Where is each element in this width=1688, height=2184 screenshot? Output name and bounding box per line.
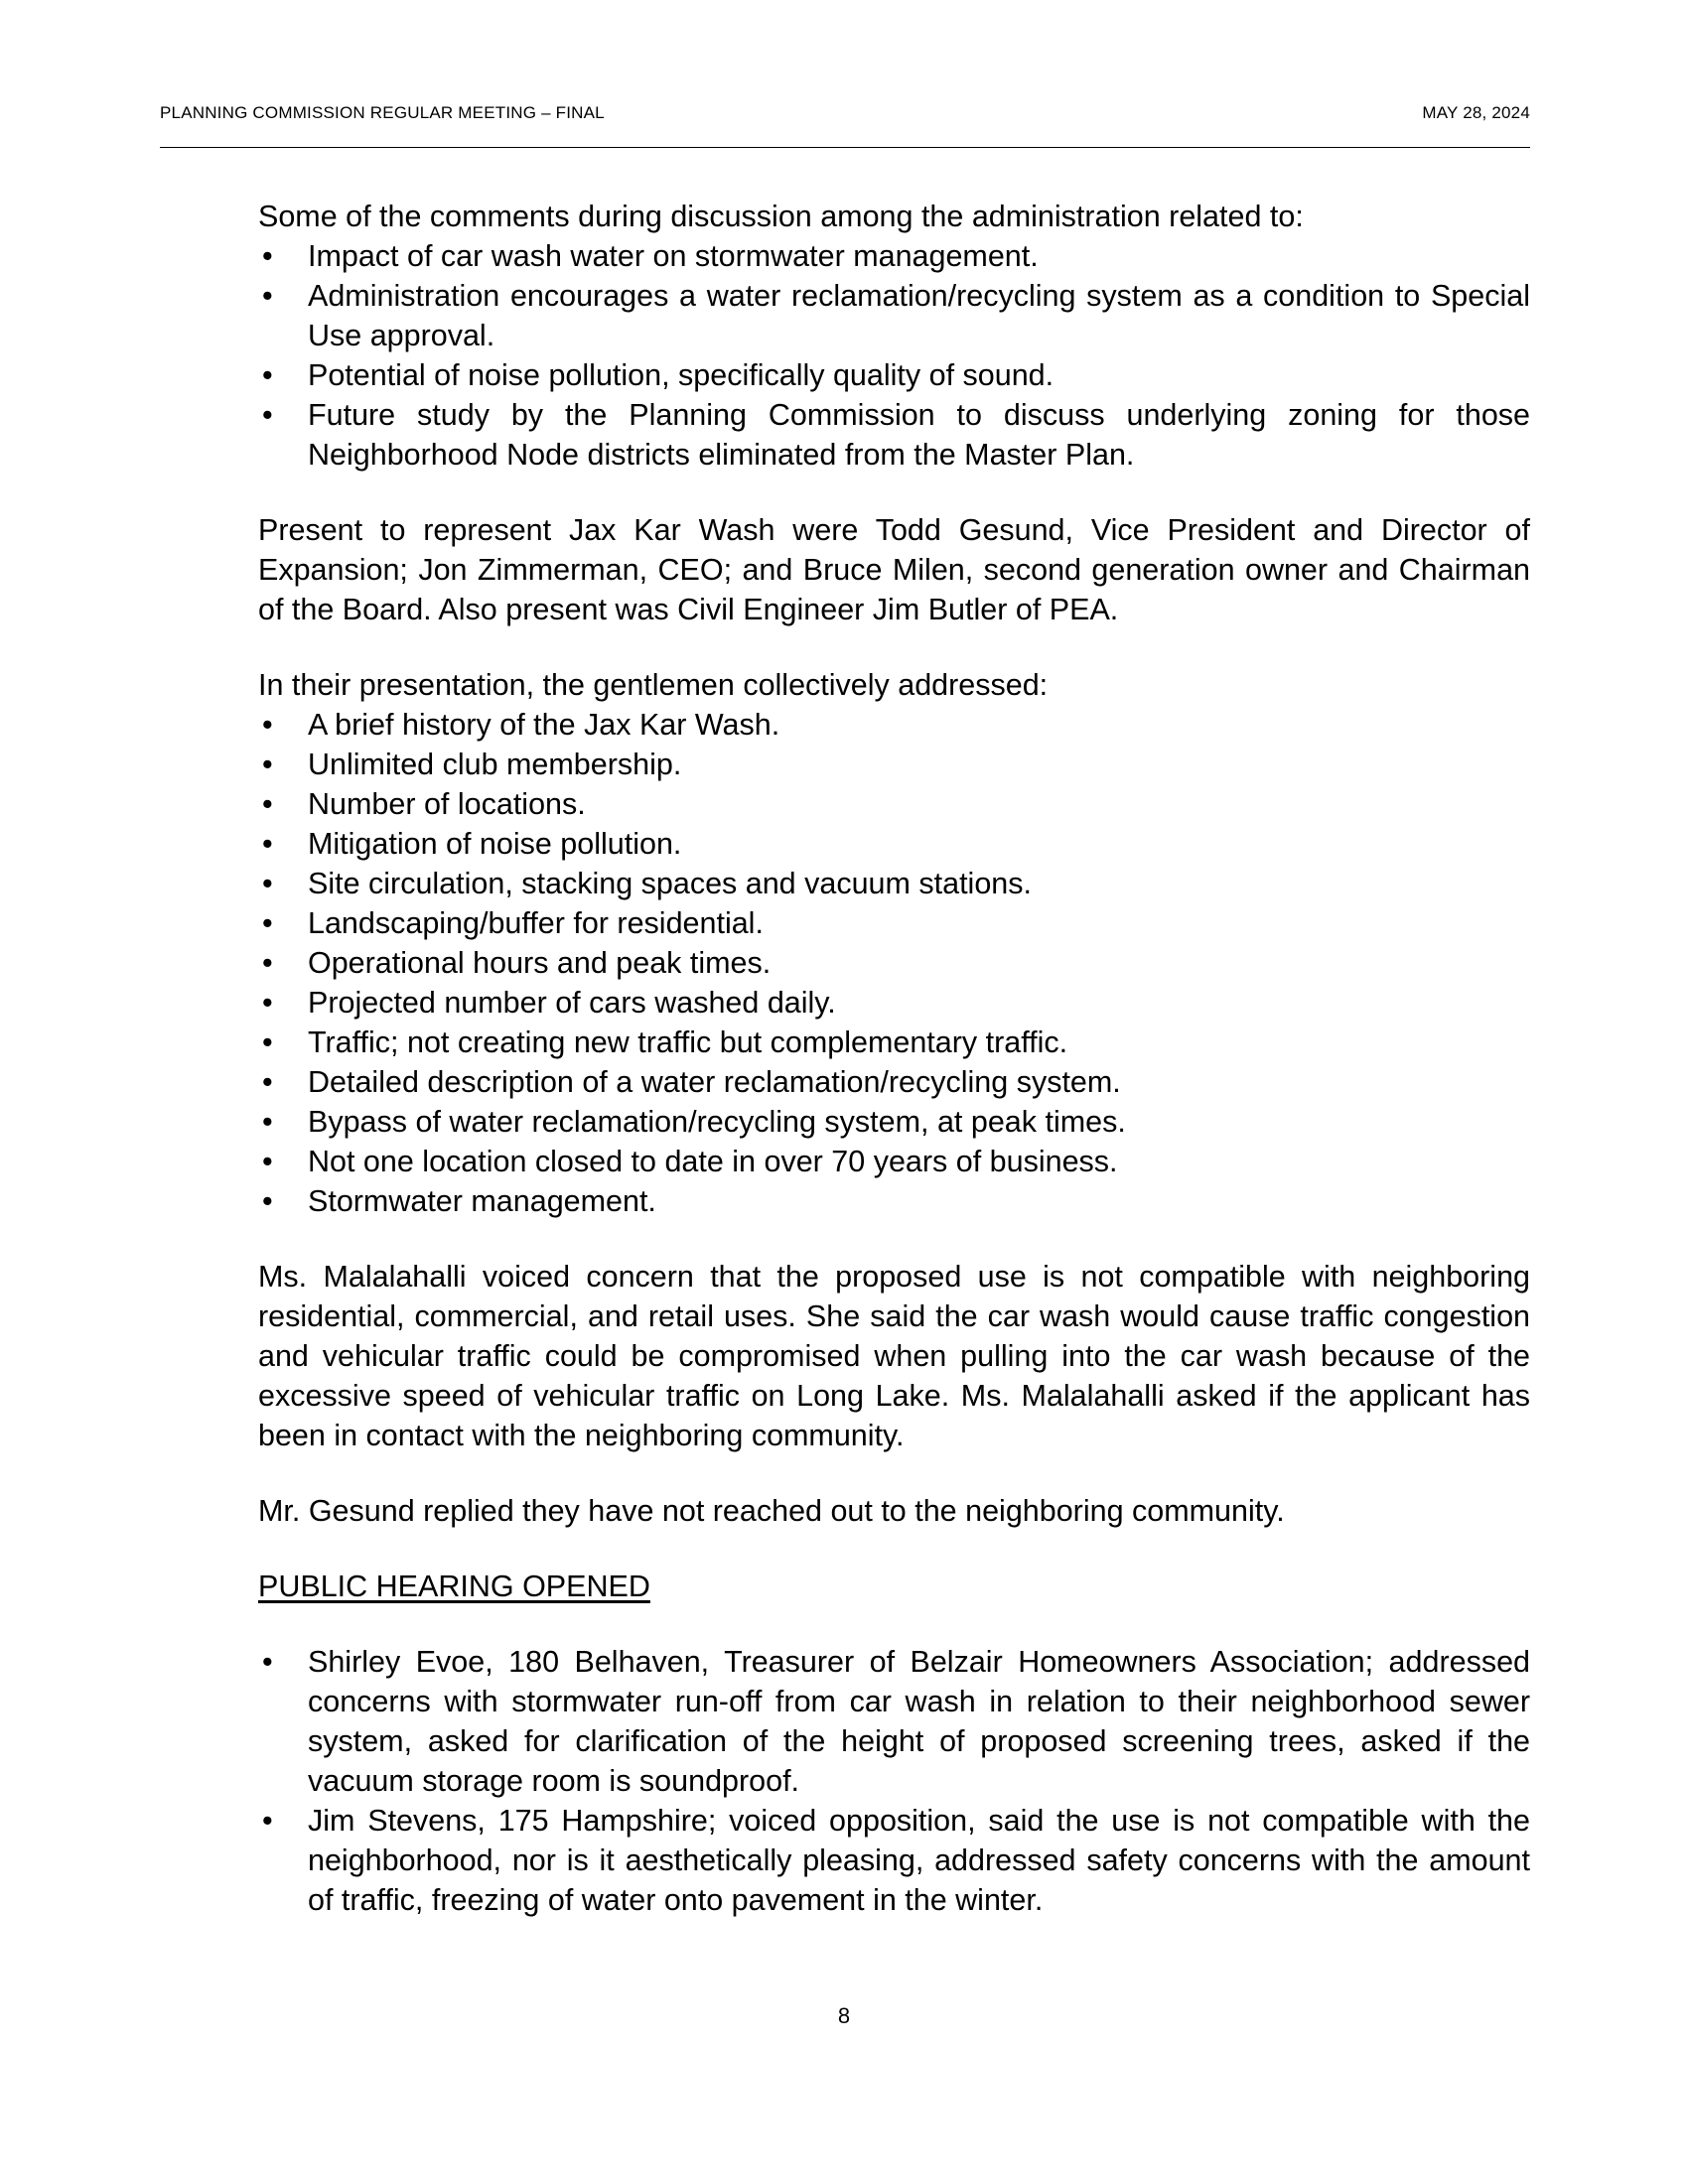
- list-item: • Jim Stevens, 175 Hampshire; voiced opposition, said the use is not compatible with the neighborhood, nor is it aesthetically pleasing, addressed safety concerns with the amount of traffic, freezing of water onto pavement in the winter.: [258, 1801, 1530, 1920]
- bullet-icon: •: [262, 986, 273, 1020]
- bullet-icon: •: [262, 827, 273, 861]
- bullet-icon: •: [262, 1804, 273, 1838]
- bullet-icon: •: [262, 1184, 273, 1218]
- public-hearing-heading: PUBLIC HEARING OPENED: [258, 1570, 650, 1603]
- list-item: • Stormwater management.: [258, 1181, 1530, 1221]
- list-item: • Detailed description of a water reclamation/recycling system.: [258, 1062, 1530, 1102]
- bullet-icon: •: [262, 906, 273, 940]
- list-item: • Shirley Evoe, 180 Belhaven, Treasurer of Belzair Homeowners Association; addressed concerns with stormwater run-off from car wash in relation to their neighborhood sewer system, asked for clarification of the height of proposed screening trees, asked if the vacuum storage room is soundproof.: [258, 1642, 1530, 1801]
- list-item: • Not one location closed to date in over 70 years of business.: [258, 1142, 1530, 1181]
- public-hearing-list: [258, 1642, 1530, 1920]
- header-divider: [160, 147, 1530, 148]
- bullet-icon: •: [262, 867, 273, 900]
- list-item: • A brief history of the Jax Kar Wash.: [258, 705, 1530, 745]
- gesund-paragraph: Mr. Gesund replied they have not reached out to the neighboring community.: [258, 1494, 1285, 1528]
- bullet-icon: •: [262, 787, 273, 821]
- bullet-icon: •: [262, 1065, 273, 1099]
- bullet-icon: •: [262, 1145, 273, 1178]
- list-item: • Administration encourages a water reclamation/recycling system as a condition to Special Use approval.: [258, 276, 1530, 355]
- bullet-icon: •: [262, 708, 273, 742]
- list-item: • Number of locations.: [258, 784, 1530, 824]
- header-meeting-title: PLANNING COMMISSION REGULAR MEETING – FINAL: [160, 103, 605, 122]
- discussion-list: [258, 236, 1530, 475]
- presentation-intro: In their presentation, the gentlemen collectively addressed:: [258, 668, 1049, 702]
- bullet-icon: •: [262, 748, 273, 781]
- list-item: • Mitigation of noise pollution.: [258, 824, 1530, 864]
- page-number: 8: [837, 2003, 851, 2028]
- bullet-icon: •: [262, 358, 273, 392]
- list-item: • Landscaping/buffer for residential.: [258, 903, 1530, 943]
- bullet-icon: •: [262, 279, 273, 313]
- list-item: • Traffic; not creating new traffic but complementary traffic.: [258, 1023, 1530, 1062]
- bullet-icon: •: [262, 239, 273, 273]
- header-date: MAY 28, 2024: [1422, 103, 1530, 122]
- list-item: • Projected number of cars washed daily.: [258, 983, 1530, 1023]
- document-body: [258, 197, 1530, 1920]
- bullet-icon: •: [262, 1645, 273, 1679]
- bullet-icon: •: [262, 946, 273, 980]
- bullet-icon: •: [262, 398, 273, 432]
- presentation-list: [258, 705, 1530, 1221]
- bullet-icon: •: [262, 1105, 273, 1139]
- discussion-intro: Some of the comments during discussion among the administration related to:: [258, 200, 1304, 233]
- present-paragraph: Present to represent Jax Kar Wash were Todd Gesund, Vice President and Director of Expansion; Jon Zimmerman, CEO; and Bruce Milen, second generation owner and Chairman of the Board. Also present was Civil Engineer Jim Butler of PEA.: [258, 513, 1530, 626]
- malalahalli-paragraph: Ms. Malalahalli voiced concern that the proposed use is not compatible with neighboring residential, commercial, and retail uses. She said the car wash would cause traffic congestion and vehicular traffic could be compromised when pulling into the car wash because of the excessive speed of vehicular traffic on Long Lake. Ms. Malalahalli asked if the applicant has been in contact with the neighboring community.: [258, 1260, 1530, 1452]
- list-item: • Bypass of water reclamation/recycling system, at peak times.: [258, 1102, 1530, 1142]
- list-item: • Future study by the Planning Commission to discuss underlying zoning for those Neighborhood Node districts eliminated from the Master Plan.: [258, 395, 1530, 475]
- list-item: • Site circulation, stacking spaces and vacuum stations.: [258, 864, 1530, 903]
- list-item: • Operational hours and peak times.: [258, 943, 1530, 983]
- list-item: • Impact of car wash water on stormwater management.: [258, 236, 1530, 276]
- list-item: • Unlimited club membership.: [258, 745, 1530, 784]
- list-item: • Potential of noise pollution, specifically quality of sound.: [258, 355, 1530, 395]
- bullet-icon: •: [262, 1025, 273, 1059]
